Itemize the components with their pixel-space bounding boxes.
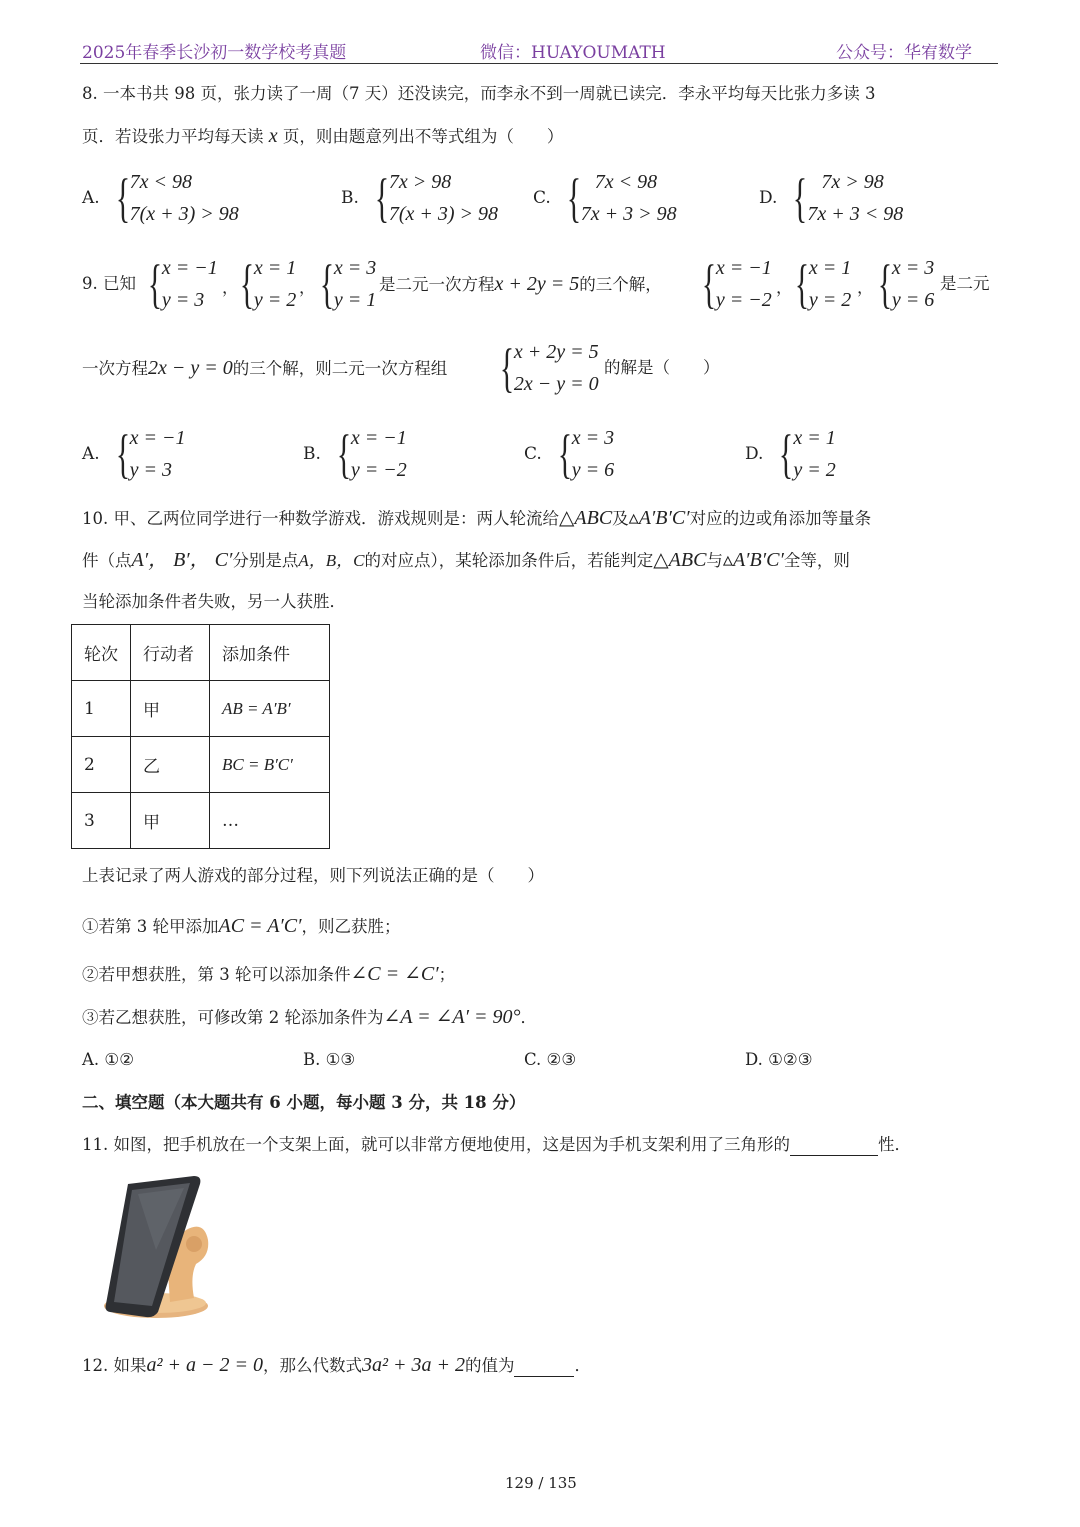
q9-eq1: x + 2y = 5	[494, 273, 580, 295]
q9-option-b-label: B.	[303, 444, 321, 464]
q8-option-b-label: B.	[341, 188, 359, 208]
q9-system-l1: x + 2y = 5	[513, 341, 599, 363]
q9-mid-b: 的三个解，	[579, 275, 662, 294]
q9-option-a	[82, 422, 185, 486]
q10-l2a: 件（点	[82, 551, 132, 570]
q10-line3: 当轮添加条件者失败，另一人获胜．	[82, 592, 346, 611]
q8-option-c	[533, 166, 677, 230]
q10-s3b: ．	[520, 1008, 537, 1027]
brace: {	[794, 254, 810, 314]
q12-end: ．	[574, 1356, 591, 1375]
q10-option-b: B. ①③	[303, 1050, 356, 1069]
q10-s3m: ∠A = ∠A′ = 90°	[383, 1006, 521, 1028]
q9-a-l2: y = 3	[129, 459, 172, 481]
q8-option-d	[759, 166, 903, 230]
q9-c-l2: y = 6	[571, 459, 615, 481]
q9-prefix: 9. 已知	[82, 274, 136, 293]
q10-l1b: 及	[612, 509, 629, 528]
q9-option-a-label: A.	[82, 444, 100, 464]
q10-s2m: ∠C = ∠C′	[350, 963, 439, 985]
q9-mid	[379, 274, 662, 295]
header-left: 2025年春季长沙初一数学校考真题	[82, 43, 347, 63]
table-cell-cond: BC = B′C′	[210, 737, 330, 793]
q9-c-l1: x = 3	[571, 427, 615, 449]
q10-tri3: △ABC	[653, 549, 707, 571]
brace: {	[319, 254, 335, 314]
table-header-cell: 行动者	[131, 625, 210, 681]
q9-eq2: 2x − y = 0	[148, 357, 233, 379]
q8-c-l1: 7x < 98	[594, 171, 658, 193]
q9-sol1-c-l1: x = 3	[333, 257, 377, 279]
q8-option-d-label: D.	[759, 188, 778, 208]
table-cell-round: 3	[72, 793, 131, 849]
brace: {	[566, 168, 581, 228]
q10-l1a: 10. 甲、乙两位同学进行一种数学游戏．游戏规则是：两人轮流给	[82, 509, 559, 528]
q9-sol2-a-l2: y = −2	[715, 289, 772, 311]
brace: {	[239, 254, 255, 314]
q9-sol2-a	[700, 252, 772, 316]
q10-l2pts2: A，B，C	[298, 551, 365, 570]
q10-tri1: △ABC	[559, 507, 613, 529]
brace: {	[779, 424, 794, 484]
q8-option-a	[82, 166, 239, 230]
q10-l2d: 与	[706, 551, 723, 570]
table-row	[72, 681, 330, 737]
q8-line2	[82, 126, 563, 147]
q8-c-l2: 7x + 3 > 98	[580, 203, 677, 225]
q9-sol1-b	[238, 252, 296, 316]
q12-text	[82, 1355, 591, 1377]
q10-s2a: ②若甲想获胜，第 3 轮可以添加条件	[82, 965, 351, 984]
q9-d-l2: y = 2	[793, 459, 836, 481]
q12-eq: a² + a − 2 = 0	[146, 1354, 263, 1376]
table-header-cell: 轮次	[72, 625, 131, 681]
q10-l2e: 全等，则	[783, 551, 850, 570]
q10-l1c: 对应的边或角添加等量条	[689, 509, 872, 528]
q12-a: 12. 如果	[82, 1356, 147, 1375]
q10-l2c: 的对应点），某轮添加条件后，若能判定	[364, 551, 654, 570]
brace: {	[499, 338, 515, 398]
header-right: 公众号：华宥数学	[836, 43, 972, 63]
q9-system-l2: 2x − y = 0	[513, 373, 599, 395]
q8-a-l1: 7x < 98	[129, 171, 192, 193]
q8-a-l2: 7(x + 3) > 98	[129, 203, 239, 225]
q10-l2pts: A′， B′， C′	[131, 549, 233, 571]
q8-d-l2: 7x + 3 < 98	[807, 203, 904, 225]
q10-statement-3	[82, 1007, 537, 1028]
q9-line2a: 一次方程	[82, 359, 148, 378]
q9-tail: 是二元	[940, 274, 990, 293]
header-divider	[80, 63, 998, 64]
q10-statement-2	[82, 964, 455, 985]
q12-expr: 3a² + 3a + 2	[361, 1354, 465, 1376]
header-center: 微信：HUAYOUMATH	[480, 43, 666, 63]
q11-end: 性．	[878, 1135, 911, 1154]
q10-line1	[82, 508, 871, 529]
q8-option-c-label: C.	[533, 188, 551, 208]
q11-blank	[790, 1135, 878, 1156]
q10-table	[71, 624, 330, 849]
comma: ，	[857, 278, 874, 297]
q9-d-l1: x = 1	[793, 427, 836, 449]
q10-s1a: ①若第 3 轮甲添加	[82, 917, 219, 936]
q9-line2	[82, 358, 447, 379]
brace: {	[336, 424, 351, 484]
brace: {	[557, 424, 572, 484]
table-row	[72, 737, 330, 793]
q9-sol1-a-l1: x = −1	[161, 257, 218, 279]
q8-b-l2: 7(x + 3) > 98	[388, 203, 499, 225]
q8-line1: 8. 一本书共 98 页，张力读了一周（7 天）还没读完，而李永不到一周就已读完．李永平均每天比张力多读 3	[82, 84, 876, 103]
q9-system	[498, 336, 599, 400]
q8-option-a-label: A.	[82, 188, 100, 208]
table-row	[72, 793, 330, 849]
phone-stand-image	[98, 1172, 223, 1324]
q9-sol1-a-l2: y = 3	[161, 289, 205, 311]
q9-sol2-b-l1: x = 1	[808, 257, 852, 279]
q9-option-c-label: C.	[524, 444, 542, 464]
comma: ，	[299, 278, 316, 297]
q10-s1m: AC = A′C′	[218, 915, 302, 937]
q9-sol2-a-l1: x = −1	[715, 257, 772, 279]
brace: {	[877, 254, 893, 314]
q8-option-b	[341, 166, 498, 230]
table-cell-cond: AB = A′B′	[210, 681, 330, 737]
brace: {	[701, 254, 717, 314]
brace: {	[115, 168, 130, 228]
q10-statement-1	[82, 916, 401, 937]
brace: {	[793, 168, 808, 228]
q9-option-c	[524, 422, 614, 486]
q10-option-a: A. ①②	[82, 1050, 134, 1069]
q12-blank	[514, 1356, 574, 1377]
table-header-row	[72, 625, 330, 681]
q10-line2	[82, 550, 850, 571]
q9-option-d	[745, 422, 836, 486]
q12-b: ，那么代数式	[262, 1356, 362, 1375]
q10-tri4: ▵A′B′C′	[722, 549, 784, 571]
comma: ，	[776, 278, 793, 297]
comma: ，	[222, 278, 239, 297]
q9-option-b	[303, 422, 407, 486]
q10-option-d: D. ①②③	[745, 1050, 813, 1069]
table-cell-actor: 甲	[131, 793, 210, 849]
table-cell-round: 1	[72, 681, 131, 737]
q9-sol2-b-l2: y = 2	[808, 289, 852, 311]
q9-sol1-b-l1: x = 1	[253, 257, 297, 279]
q9-sol1-c-l2: y = 1	[333, 289, 377, 311]
q10-s1b: ，则乙获胜；	[301, 917, 401, 936]
table-cell-actor: 乙	[131, 737, 210, 793]
q9-sol1-b-l2: y = 2	[253, 289, 297, 311]
q8-b-l1: 7x > 98	[388, 171, 452, 193]
q10-s2b: ；	[438, 965, 456, 984]
q9-a-l1: x = −1	[129, 427, 186, 449]
q8-d-l1: 7x > 98	[821, 171, 884, 193]
q9-b-l2: y = −2	[350, 459, 407, 481]
table-cell-round: 2	[72, 737, 131, 793]
q9-line2b: 的三个解，则二元一次方程组	[232, 359, 448, 378]
q12-c: 的值为	[464, 1356, 515, 1375]
section-2-title: 二、填空题（本大题共有 6 小题，每小题 3 分，共 18 分）	[82, 1093, 526, 1112]
q9-sol1-a	[146, 252, 218, 316]
q10-tri2: ▵A′B′C′	[628, 507, 690, 529]
q9-sol2-c-l1: x = 3	[891, 257, 935, 279]
q9-b-l1: x = −1	[350, 427, 407, 449]
table-cell-cond: …	[210, 793, 330, 849]
brace: {	[115, 424, 130, 484]
brace: {	[147, 254, 163, 314]
q10-option-c: C. ②③	[524, 1050, 577, 1069]
q9-sol2-b	[793, 252, 851, 316]
q11-text	[82, 1135, 911, 1156]
q10-s3a: ③若乙想获胜，可修改第 2 轮添加条件为	[82, 1008, 384, 1027]
q9-mid-a: 是二元一次方程	[379, 275, 495, 294]
q8-line2a: 页．若设张力平均每天读	[82, 127, 264, 146]
q10-after: 上表记录了两人游戏的部分过程，则下列说法正确的是（ ）	[82, 866, 544, 885]
q11-text-main: 11. 如图，把手机放在一个支架上面，就可以非常方便地使用，这是因为手机支架利用了三角形的	[82, 1135, 790, 1154]
q8-var: x	[268, 125, 278, 147]
q9-option-d-label: D.	[745, 444, 764, 464]
page-number: 129 / 135	[505, 1474, 577, 1492]
q9-line2c: 的解是（ ）	[604, 358, 720, 377]
q8-line2b: 页，则由题意列出不等式组为（ ）	[282, 127, 564, 146]
brace: {	[374, 168, 389, 228]
table-header-cell: 添加条件	[210, 625, 330, 681]
table-cell-actor: 甲	[131, 681, 210, 737]
q9-sol2-c-l2: y = 6	[891, 289, 935, 311]
q9-sol2-c	[876, 252, 934, 316]
q9-sol1-c	[318, 252, 376, 316]
q10-l2b: 分别是点	[232, 551, 299, 570]
